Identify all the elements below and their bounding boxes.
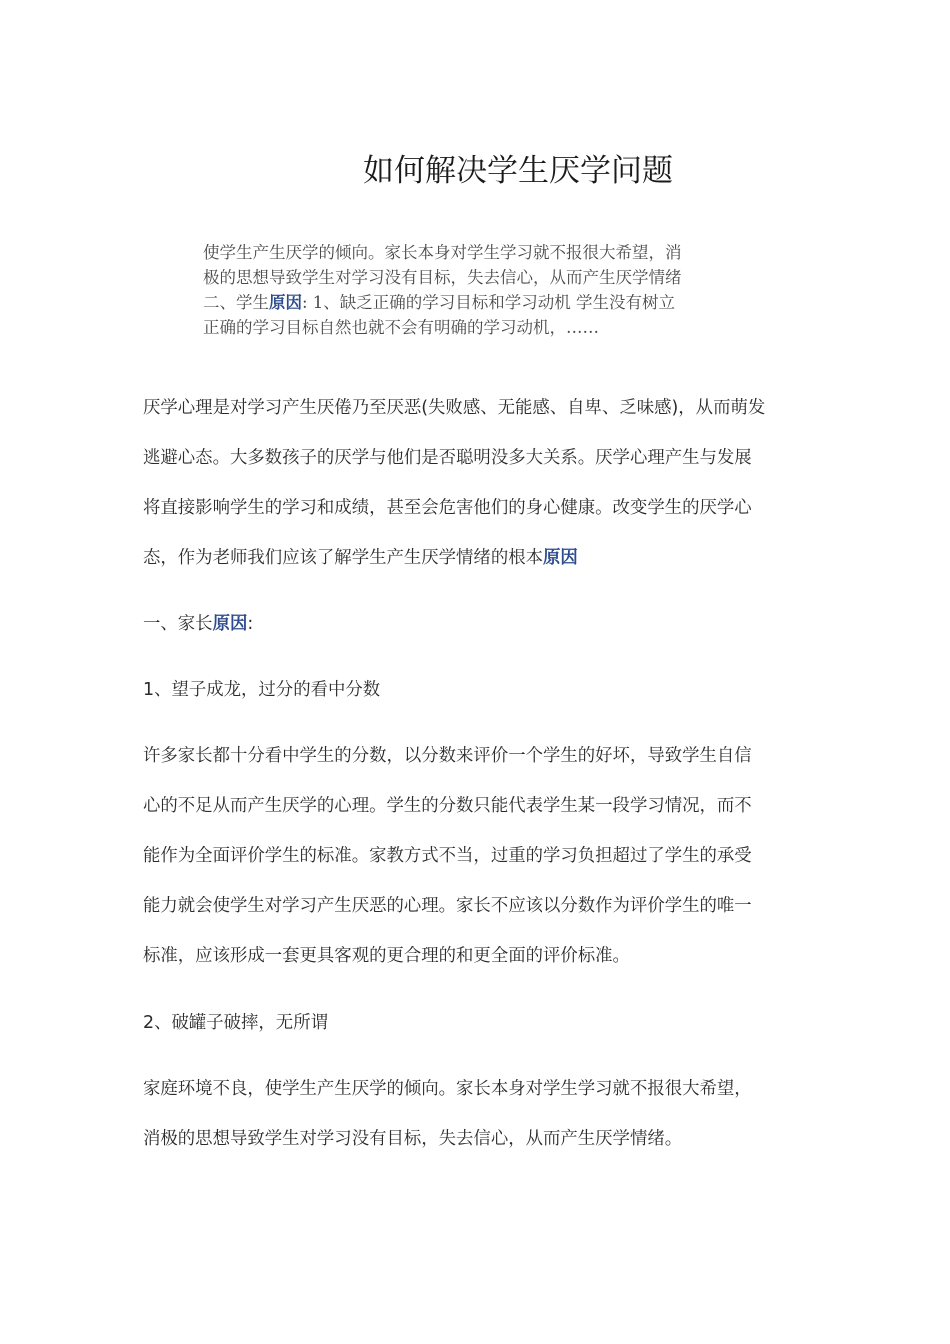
point-paragraph-1 — [143, 744, 813, 994]
paragraph-line: 厌学心理是对学习产生厌倦乃至厌恶(失败感、无能感、自卑、乏味感)，从而萌发 — [143, 398, 766, 418]
keyword-link[interactable]: 原因 — [212, 614, 248, 634]
summary-text: : 1、缺乏正确的学习目标和学习动机 学生没有树立 — [302, 293, 676, 312]
paragraph-line: 消极的思想导致学生对学习没有目标，失去信心，从而产生厌学情绪。 — [143, 1129, 683, 1149]
paragraph-line: 心的不足从而产生厌学的心理。学生的分数只能代表学生某一段学习情况，而不 — [143, 796, 752, 816]
summary-line — [203, 290, 755, 315]
intro-paragraph — [143, 396, 813, 596]
paragraph-line: 将直接影响学生的学习和成绩，甚至会危害他们的身心健康。改变学生的厌学心 — [143, 498, 752, 518]
point-heading-line: 2、破罐子破摔，无所谓 — [143, 1013, 328, 1033]
paragraph-line: 逃避心态。大多数孩子的厌学与他们是否聪明没多大关系。厌学心理产生与发展 — [143, 448, 752, 468]
summary-excerpt — [203, 240, 755, 340]
point-paragraph-2 — [143, 1077, 813, 1177]
heading-text: : — [247, 614, 254, 634]
heading-text: 一、家长 — [143, 614, 213, 634]
paragraph-line: 许多家长都十分看中学生的分数，以分数来评价一个学生的好坏，导致学生自信 — [143, 746, 752, 766]
paragraph-line: 能力就会使学生对学习产生厌恶的心理。家长不应该以分数作为评价学生的唯一 — [143, 896, 752, 916]
summary-text: 二、学生 — [203, 293, 269, 312]
point-heading-line: 1、望子成龙，过分的看中分数 — [143, 680, 381, 700]
summary-line: 正确的学习目标自然也就不会有明确的学习动机，…… — [203, 318, 599, 337]
keyword-link[interactable]: 原因 — [269, 293, 302, 312]
paragraph-line: 家庭环境不良，使学生产生厌学的倾向。家长本身对学生学习就不报很大希望， — [143, 1079, 752, 1099]
paragraph-line — [143, 546, 813, 596]
summary-line: 极的思想导致学生对学习没有目标，失去信心，从而产生厌学情绪 — [203, 268, 682, 287]
document-title: 如何解决学生厌学问题 — [363, 152, 673, 189]
paragraph-line: 能作为全面评价学生的标准。家教方式不当，过重的学习负担超过了学生的承受 — [143, 846, 752, 866]
paragraph-line: 标准，应该形成一套更具客观的更合理的和更全面的评价标准。 — [143, 946, 630, 966]
section-heading-parents — [143, 612, 813, 662]
section-heading-line — [143, 612, 813, 662]
point-heading-1 — [143, 678, 813, 728]
summary-line: 使学生产生厌学的倾向。家长本身对学生学习就不报很大希望，消 — [203, 243, 682, 262]
point-heading-2 — [143, 1011, 813, 1061]
paragraph-text: 态，作为老师我们应该了解学生产生厌学情绪的根本 — [143, 548, 543, 568]
keyword-link[interactable]: 原因 — [543, 548, 578, 568]
